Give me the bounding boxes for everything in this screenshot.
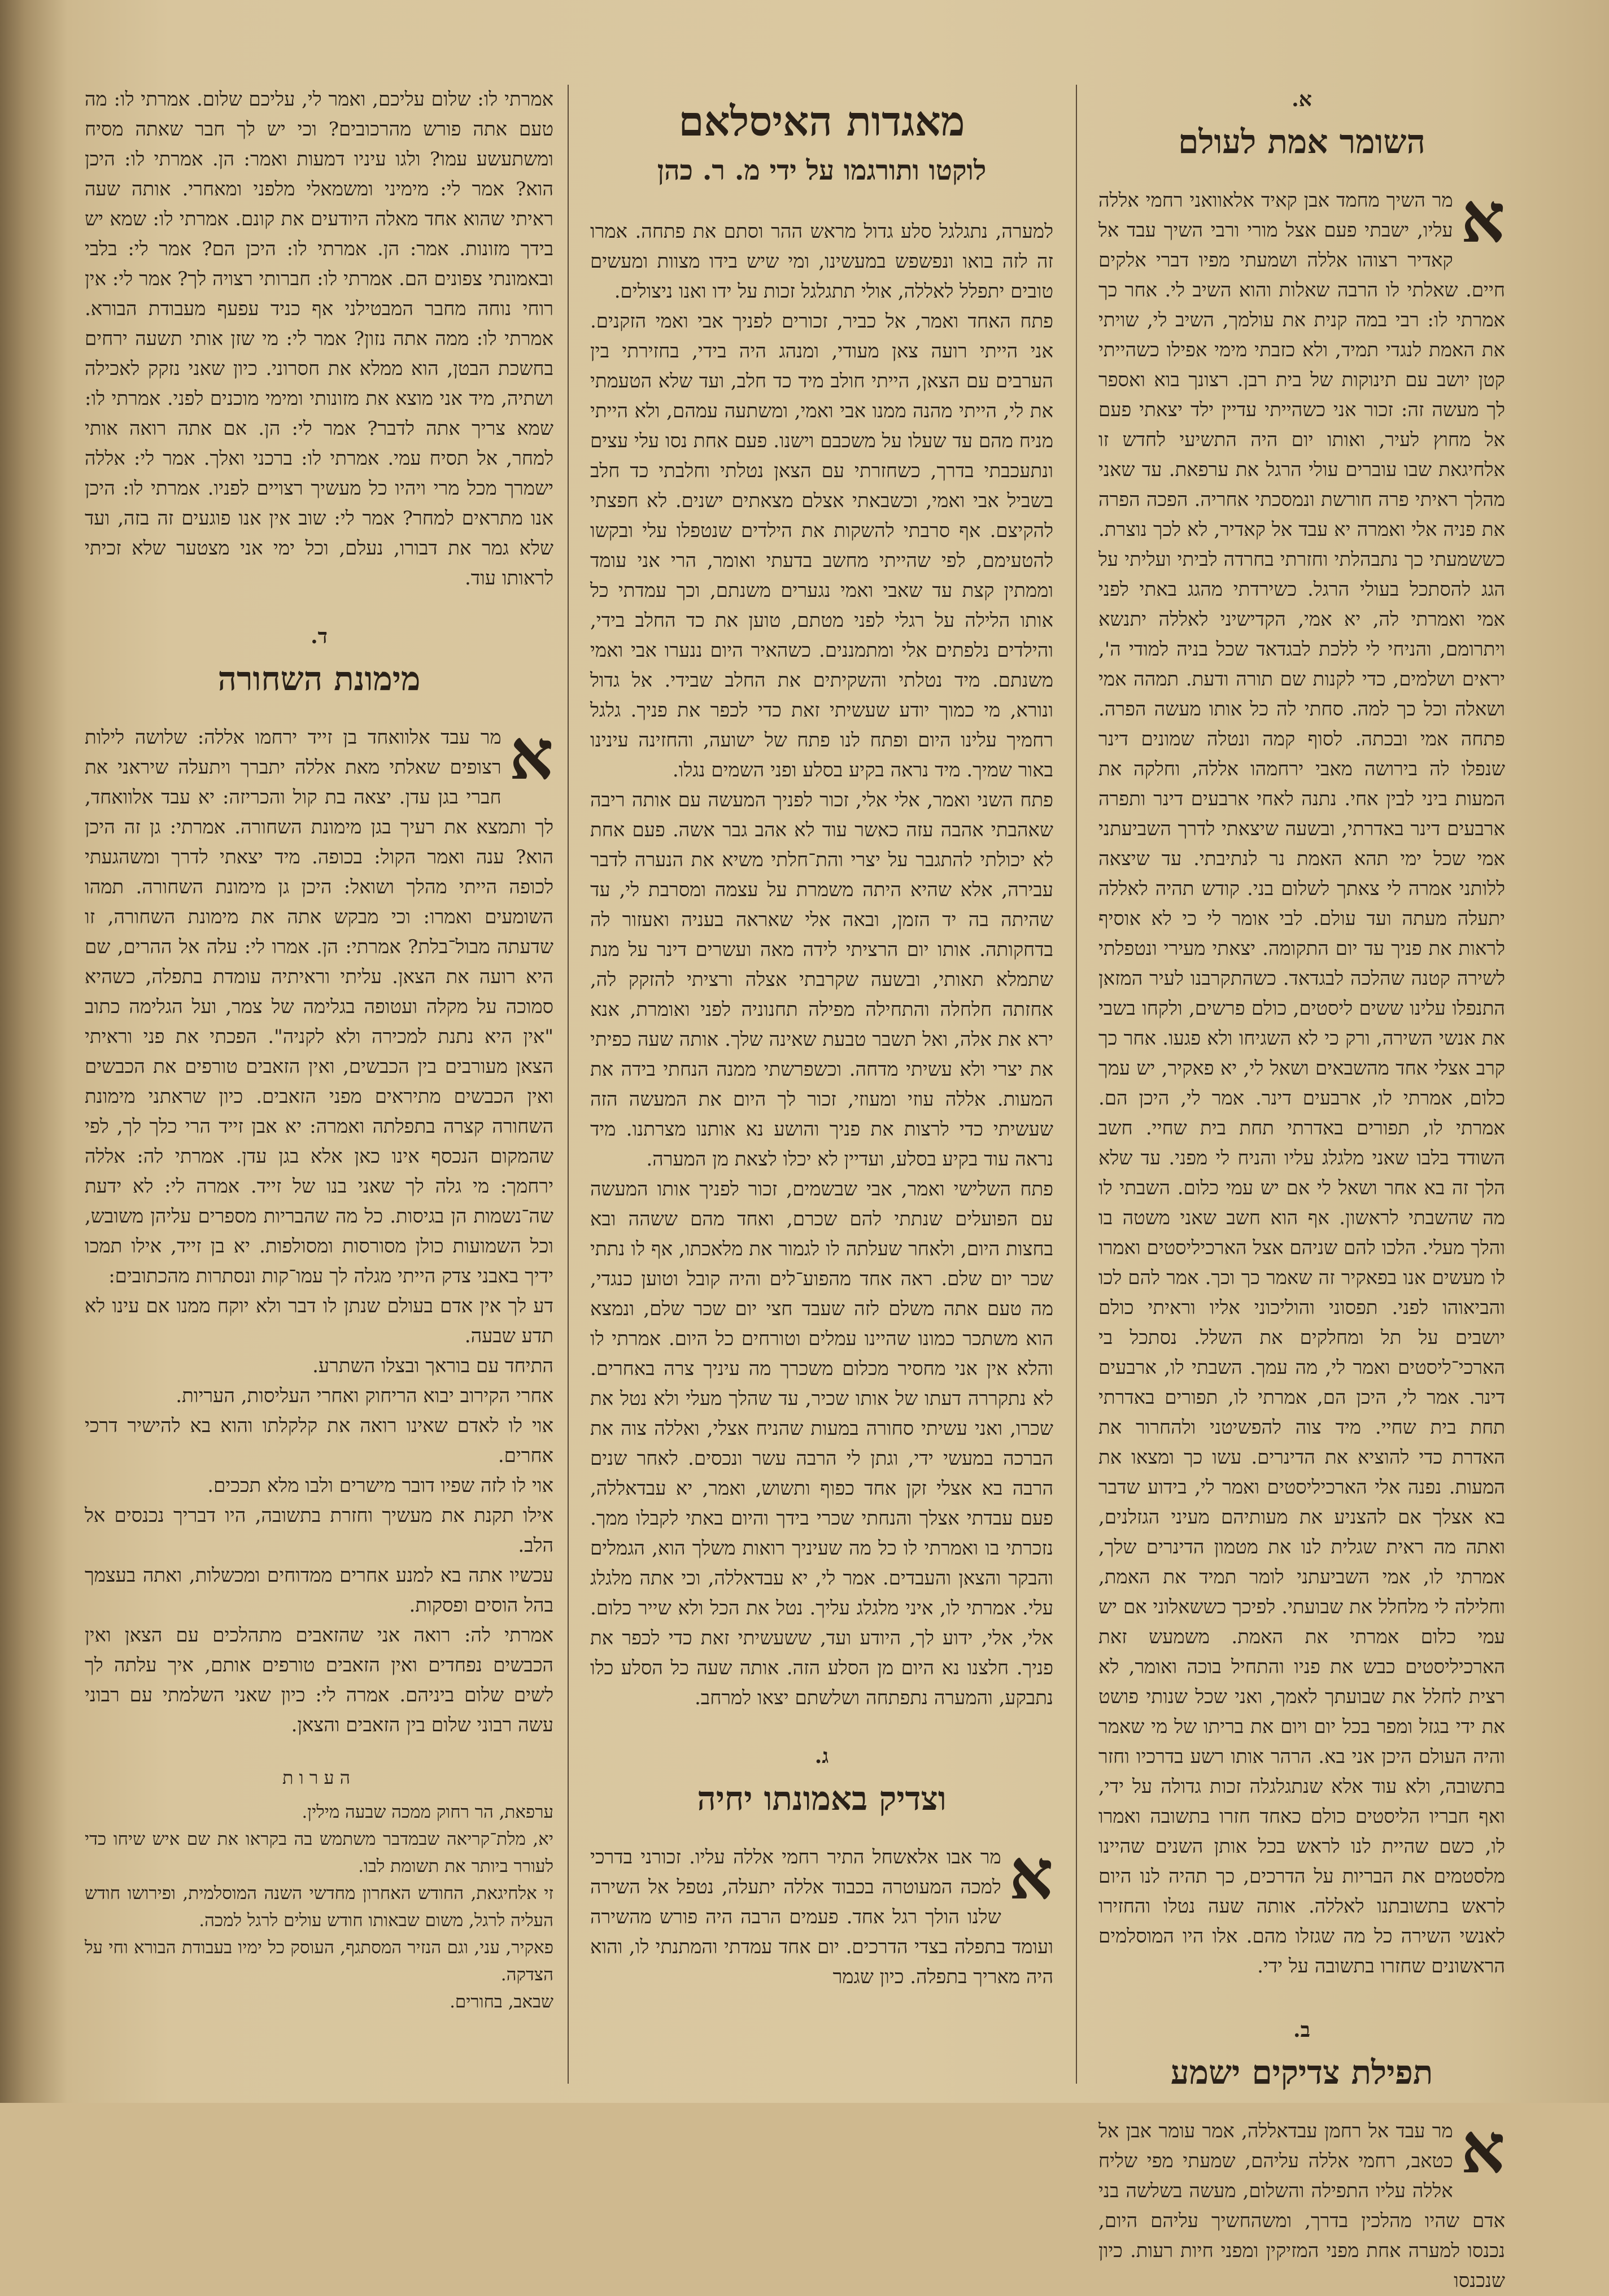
footnote: שבאב, בחורים. [450, 1992, 553, 2012]
notes-heading: הערות [282, 1767, 356, 1788]
section-number: ב. [1293, 2018, 1310, 2042]
footnote: ערפאת, הר רחוק ממכה שבעה מילין. [302, 1802, 553, 1822]
section-title: תפילת צדיקים ישמע [1170, 2053, 1433, 2092]
story-paragraph: פתח השני ואמר, אלי אלי, זכור לפניך המעשה עם אותה ריבה שאהבתי אהבה עזה כאשר עוד לא אהב גבר אשה. פעם אחת לא יכולתי להתגבר על יצרי והת־חלתי משיא את הנערה לדבר עבירה, אלא שהיא היתה משמרת על עצמה ומסרבת לי, עד שהיתה בה יד הזמן, ובאה אלי שאראה בעניה ואעזור לה בדחקותה. אותו יום הרציתי לידה מאה ועשרים דינר על מנת שתמלא תאותי, ובשעה שקרבתי אצלה ורציתי להזקק לה, אחזתה חלחלה והתחילה מפילה תחנוניה לפני ואומרת, אנא ירא את אלה, ואל תשבר טבעת שאינה שלך. אותה שעה כפיתי את יצרי ולא עשיתי מדחה. וכשפרשתי ממנה הנחתי בידה את המעות. אללה עוזי ומעוזי, זכור לך היום את המעשה הזה שעשיתי כדי לרצות את פניך והושע נא אותנו מצרתנו. מיד נראה עוד בקיע בסלע, ועדיין לא יכלו לצאת מן המערה. [590, 789, 1053, 1171]
section-number: א. [1292, 88, 1312, 111]
drop-cap: א [1460, 177, 1505, 258]
byline: לוקטו ותורגמו על ידי מ. ר. כהן [657, 155, 987, 186]
middle-column [590, 85, 1053, 2084]
story-paragraph: פתח האחד ואמר, אל כביר, זכורים לפניך אבי ואמי הזקנים. אני הייתי רועה צאן מעודי, ומנהג היה בידי, בחזירתי בין הערבים עם הצאן, הייתי חולב מיד כד חלב, ועד שלא הטעמתי את לי, הייתי מהנה ממנו אבי ואמי, ומשתעה עמהם, ולא הייתי מניח מהם עד שעלו על משכבם וישנו. פעם אחת נסו עלי עצים ונתעכבתי בדרך, כשחזרתי עם הצאן נטלתי וחלבתי כד חלב בשביל אבי ואמי, וכשבאתי אצלם מצאתים ישנים. לא חפצתי להקיצם. אף סרבתי להשקות את הילדים שנטפלו עלי ובקשו להטעימם, לפי שהייתי מחשב בדעתי ואומר, הרי אני עומד וממתין קצת עד שאבי ואמי נגערים משנתם, וכך עמדתי כל אותו הלילה על רגלי לפני מטתם, טוען את כד החלב בידי, והילדים נלפתים אלי ומתמננים. כשהאיר היום ננערו אבי ואמי משנתם. מיד נטלתי והשקיתים את החלב שבידי. אל גדול ונורא, מי כמוך יודע שעשיתי זאת כדי לכפר את פניך. גלגל רחמיך עלינו היום ופתח לנו פתח של ישועה, והחזינה עינינו באור שמיך. מיד נראה בקיע בסלע ופני השמים נגלו. [590, 310, 1053, 782]
column-divider [568, 85, 569, 2084]
section-title: מימונת השחורה [217, 660, 421, 698]
footnote: זי אלחיגאת, החודש האחרון מחדשי השנה המוסלמית, ופירושו חודש העליה לרגל, משום שבאותו חודש עולים לרגל למכה. [85, 1883, 553, 1931]
story-paragraph: פתח השלישי ואמר, אבי שבשמים, זכור לפניך אותו המעשה עם הפועלים שנתתי להם שכרם, ואחד מהם ששהה ובא בחצות היום, ולאחר שעלתה לו לגמור את מלאכתו, אף לו נתתי שכר יום שלם. ראה אחד מהפוע־לים והיה קובל וטוען כנגדי, מה טעם אתה משלם לזה שעבד חצי יום שכר שלם, ונמצא הוא משתכר כמונו שהיינו עמלים וטורחים כל היום. אמרתי לו והלא אין אני מחסיר מכלום משכרך מה עיניך צרה באחרים. לא נתקררה דעתו של אותו שכיר, עד שהלך מעלי ולא נטל את שכרו, ואני עשיתי סחורה במעות שהניח אצלי, ואללה צוה את הברכה במעשי ידי, וגתן לי הרבה עשר ונכסים. לאחר שנים הרבה בא אצלי זקן אחד כפוף ותשוש, ואמר, יא עבדאללה, פעם עבדתי אצלך והנחתי שכרי בידך והיום באתי לקבלו ממך. נזכרתי בו ואמרתי לו כל מה שעיניך רואות משלך הוא, הגמלים והבקר והצאן והעבדים. אמר לי, יא עבדאללה, וכי אתה מלגלג עלי. אמרתי לו, איני מלגלג עליך. נטל את הכל ולא שייר כלום. אלי, אלי, ידוע לך, היודע ועד, ששעשיתי זאת כדי לכפר את פניך. חלצנו נא היום מן הסלע הזה. אותה שעה כל הסלע כלו נתבקע, והמערה נתפתחה ושלשתם יצאו למרחב. [590, 1178, 1053, 1709]
section-title: השומר אמת לעולם [1178, 123, 1425, 161]
story-text [590, 1834, 1053, 1992]
verse-line: התיחד עם בוראך ובצלו השתרע. [312, 1355, 553, 1377]
section-number: ג. [814, 1744, 829, 1768]
column-divider [1076, 85, 1077, 2084]
drop-cap: א [509, 714, 553, 795]
verse-line: אילו תקנת את מעשיך וחזרת בתשובה, היו דבריך נכנסים אל הלב. [85, 1504, 553, 1557]
left-column [85, 85, 553, 2084]
story-text [1098, 177, 1506, 1981]
drop-cap: א [1460, 2107, 1505, 2189]
story-body: מר השיך מחמד אבן קאיד אלאוואני רחמי אללה עליו, ישבתי פעם אצל מורי ורבי השיך עבד אל קאדיר רצוהו אללה ושמעתי מפיו דברי אלקים חיים. שאלתי לו הרבה שאלות והוא השיב לי. אחר כך אמרתי לו: רבי במה קנית את עולמך, השיב לי, שויתי את האמת לנגדי תמיד, ולא כזבתי מימי אפילו כשהייתי קטן יושב עם תינוקות של בית רבן. רצונך בוא ואספר לך מעשה זה: זכור אני כשהייתי עדיין ילד יצאתי פעם אל מחוץ לעיר, ואותו יום היה התשיעי לחדש זו אלחיגאת שבו עוברים עולי הרגל את ערפאת. עד שאני מהלך ראיתי פרה חורשת ונמסכתי אחריה. הפכה הפרה את פניה אלי ואמרה יא עבד אל קאדיר, לא לכך נוצרת. כששמעתי כך נתבהלתי וחזרתי בחרדה לביתי ועליתי על הגג להסתכל בעולי הרגל. כשירדתי מהגג באתי לפני אמי ואמרתי לה, יא אמי, הקדישיני לאללה יתנשא ויתרומם, והניחי לי ללכת לבגדאד שכל בניה למודי ה', יראים ושלמים, כדי לקנות שם תורה ודעת. תמהה אמי ושאלה וכל כך למה. סחתי לה כל אותו מעשה הפרה. פתחה אמי ובכתה. לסוף קמה ונטלה שמונים דינר שנפלו לה בירושה מאבי ירחמהו אללה, וחלקה את המעות ביני לבין אחי. נתנה לאחי ארבעים דינר ותפרה ארבעים דינר באדרתי, ובשעה שיצאתי לדרך השביעתני אמי שכל ימי תהא האמת נר לנתיבתי. עד שיצאה ללותני אמרה לי צאתך לשלום בני. קודש תהיה לאללה יתעלה מעתה ועד עולם. לבי אומר לי כי לא אוסיף לראות את פניך עד יום התקומה. יצאתי מעירי ונטפלתי לשירה קטנה שהלכה לבגדאד. כשהתקרבנו לעיר המזאן התנפלו עלינו ששים ליסטים, כולם פרשים, ולקחו בשבי את אנשי השירה, ורק כי לא השגיחו ולא פגעו. אחר כך קרב אצלי אחד מהשבאים ושאל לי, יא פאקיר, יש עמך כלום, אמרתי לו, ארבעים דינר. אמר לי, היכן הם. אמרתי לו, תפורים באדרתי תחת בית שחיי. חשב השודד בלבו שאני מלגלג עליו והניח לי מפני. עד שלא הלך זה בא אחר ושאל לי אם יש עמי כלום. השבתי לו מה שהשבתי לראשון. אף הוא חשב שאני משטה בו והלך מעלי. הלכו להם שניהם אצל הארכיליסטים ואמרו לו מעשים אנו בפאקיר זה שאמר כך וכך. אמר להם לכו והביאוהו לפני. תפסוני והוליכוני אליו וראיתי כולם יושבים על תל ומחלקים את השלל. נסתכל בי הארכי־ליסטים ואמר לי, מה עמך. השבתי לו, ארבעים דינר. אמר לי, היכן הם, אמרתי לו, תפורים באדרתי תחת בית שחיי. מיד צוה להפשיטני ולהחרור את האדרת כדי להוציא את הדינרים. עשו כך ומצאו את המעות. נפנה אלי הארכיליסטים ואמר לי, בידוע שדבר בא אצלך אם להצניע את מעותיהם מעיני הגזלנים, ואתה מה ראית שגלית לנו את מטמון הדינרים שלך, אמרתי לו, אמי השביעתני לומר תמיד את האמת, וחלילה לי מלחלל את שבועתי. לפיכך כששאלוני אם יש עמי כלום אמרתי את האמת. משמעש זאת הארכיליסטים כבש את פניו והתחיל בוכה ואומר, לא רצית לחלל את שבועתך לאמך, ואני שכל שנותי פושט את ידי בגזל ומפר בכל יום ויום את בריתו של מי שאמר והיה העולם היכן אני בא. הרהר אותו רשע בדרכיו וחזר בתשובה, ולא עוד אלא שנתגלגלה זכות גדולה על ידי, ואף חבריו הליסטים כולם כאחד חזרו בתשובה ואמרו לו, כשם שהיית לנו לראש בכל אותן השנים שהיינו מלסטמים את הבריות על הדרכים, כך תהיה לנו היום לראש בתשובתנו לאללה. אותה שעה נטלו והחזירו לאנשי השירה כל מה שגזלו מהם. אלו היו המוסלמים הראשונים שחזרו בתשובה על ידי. [1098, 189, 1506, 1978]
story-body: מר עבד אלוואחד בן זייד ירחמו אללה: שלושה לילות רצופים שאלתי מאת אללה יתברך ויתעלה שיראני את חברי בגן עדן. יצאה בת קול והכריזה: יא עבד אלוואחד, לך ותמצא את רעיך בגן מימונת השחורה. אמרתי: גן זה היכן הוא? ענה ואמר הקול: בכופה. מיד יצאתי לדרך ומשהגעתי לכופה הייתי מהלך ושואל: היכן גן מימונת השחורה. תמהו השומעים ואמרו: וכי מבקש אתה את מימונת השחורה, זו שדעתה מבול־בלת? אמרתי: הן. אמרו לי: עלה אל ההרים, שם היא רועה את הצאן. עליתי וראיתיה עומדת בתפלה, כשהיא סמוכה על מקלה ועטופה בגלימה של צמר, ועל הגלימה כתוב "אין היא נתנת למכירה ולא לקניה". הפכתי את פני וראיתי הצאן מעורבים בין הכבשים, ואין הזאבים טורפים את הכבשים ואין הכבשים מתיראים מפני הזאבים. כיון שראתני מימונת השחורה קצרה בתפלתה ואמרה: יא אבן זייד הרי כלך לך, לפי שהמקום הנכסף אינו כאן אלא בגן עדן. אמרתי לה: אללה ירחמך: מי גלה לך שאני בנו של זייד. אמרה לי: לא ידעת שה־נשמות הן בגיסות. כל מה שהבריות מספרים עליהן משובש, וכל השמועות כולן מסורסות ומסולפות. יא בן זייד, אילו תמכו ידיך באבני צדק הייתי מגלה לך עמו־קות ונסתרות מהכתובים: [85, 726, 553, 1287]
verse-line: אוי לו לזה שפיו דובר מישרים ולבו מלא תככים. [207, 1474, 553, 1497]
story-text [85, 714, 553, 1291]
section-title: וצדיק באמונתו יחיה [697, 1779, 947, 1818]
story-text: אמרתי לו: שלום עליכם, ואמר לי, עליכם שלום. אמרתי לו: מה טעם אתה פורש מהרכובים? וכי יש לך חבר שאתה מסיח ומשתעשע עמו? ולגו עיניו דמעות ואמר: הן. אמרתי לו: היכן הוא? אמר לי: מימיני ומשמאלי מלפני ומאחרי. אותה שעה ראיתי שהוא אחד מאלה היודעים את קונם. אמרתי לו: שמא יש בידך מזונות. אמר: הן. אמרתי לו: היכן הם? אמר לי: בלבי ובאמונתי צפונים הם. אמרתי לו: חברותי רצויה לך? אמר לי: אין רוחי נוחה מחבר המבטילני אף כניד עפעף מעבודת הבורא. אמרתי לו: ממה אתה נזון? אמר לי: מי שזן אותי תשעה ירחים בחשכת הבטן, הוא ממלא את חסרוני. כיון שאני נזקק לאכילה ושתיה, מיד אני מוצא את מזונותי ומימי מוכנים לפני. אמרתי לו: שמא צריך אתה לדבר? אמר לי: הן. אם אתה רואה אותי למחר, אל תסיח עמי. אמרתי לו: ברכני ואלך. אמר לי: אללה ישמרך מכל מרי ויהיו כל מעשיך רצויים לפניו. אמרתי לו: היכן אנו מתראים למחר? אמר לי: שוב אין אנו פוגעים זה בזה, ועד שלא גמר את דבורו, נעלם, וכל ימי אני מצטער שלא זכיתי לראותו עוד. [85, 88, 554, 590]
verse-line: אוי לו לאדם שאינו רואה את קלקלתו והוא בא להישיר דרכי אחרים. [85, 1415, 553, 1467]
drop-cap: א [1009, 1834, 1053, 1915]
story-body: מר עבד אל רחמן עבדאללה, אמר עומר אבן אל כטאב, רחמי אללה עליהם, שמעתי מפי שליח אללה עליו התפילה והשלום, מעשה בשלשה בני אדם שהיו מהלכין בדרך, ומשהחשיך עליהם היום, נכנסו למערה אחת מפני המזיקין ומפני חיות רעות. כיון שנכנסו [1098, 2120, 1505, 2292]
story-paragraph: למערה, נתגלגל סלע גדול מראש ההר וסתם את פתחה. אמרו זה לזה בואו ונפשפש במעשינו, ומי שיש בידו מצוות ומעשים טובים יתפלל לאללה, אולי תתגלגל זכות על ידו ואנו ניצולים. [590, 220, 1053, 303]
verse-line: אחרי הקירוב יבוא הריחוק ואחרי העליסות, העריות. [176, 1385, 553, 1407]
footnote: יא, מלת־קריאה שבמדבר משתמש בה בקראו את שם איש שיחו כדי לעורר ביותר את תשומת לבו. [85, 1829, 553, 1876]
story-text: אמרתי לה: רואה אני שהזאבים מתהלכים עם הצאן ואין הכבשים נפחדים ואין הזאבים טורפים אותם, איך עלתה לך לשים שלום ביניהם. אמרה לי: כיון שאני השלמתי עם רבוני עשה רבוני שלום בין הזאבים והצאן. [85, 1624, 553, 1736]
verse-line: דע לך אין אדם בעולם שנתן לו דבר ולא יוקח ממנו אם עינו לא תדע שבעה. [85, 1295, 553, 1347]
section-number: ד. [311, 625, 328, 648]
story-text [1098, 2107, 1505, 2296]
page-title: מאגדות האיסלאם [678, 97, 965, 145]
story-body: מר אבו אלאשחל התיר רחמי אללה עליו. זכורני בדרכי למכה המעוטרה בכבוד אללה יתעלה, נטפל אל השירה שלנו הולך רגל אחד. פעמים הרבה היה פורש מהשירה ועומד בתפלה בצדי הדרכים. יום אחד עמדתי והמתנתי לו, והוא היה מאריך בתפלה. כיון שגמר [590, 1846, 1053, 1988]
footnote: פאקיר, עני, וגם הנזיר המסתגף, העוסק כל ימיו בעבודת הבורא וחי על הצדקה. [85, 1937, 553, 1985]
verse-line: עכשיו אתה בא למנע אחרים ממדוחים ומכשלות, ואתה בעצמך בהל הוסים ופסקות. [85, 1564, 553, 1617]
right-column [1098, 85, 1506, 2292]
